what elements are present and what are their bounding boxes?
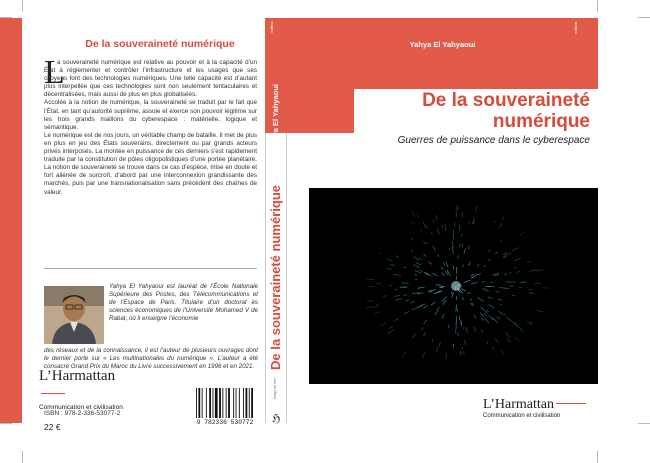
- sphere-streak: [433, 220, 434, 222]
- crop-mark: [638, 17, 650, 18]
- sphere-streak: [471, 283, 478, 284]
- front-title: [354, 90, 590, 132]
- barcode-bar: [236, 388, 237, 418]
- sphere-streak: [470, 303, 473, 306]
- cover-image-art: [309, 188, 598, 384]
- sphere-streak: [404, 311, 409, 314]
- sphere-streak: [420, 270, 423, 271]
- sphere-streak: [507, 253, 511, 255]
- bio-rest: des réseaux et de la connaissance, il est l’auteur de plusieurs ouvrages dont le dernier porte sur « Les multinationales du numérique ». L’auteur a été consacré Grand Prix du Maroc du Livre successivement en 1996 et en 2021.: [44, 347, 258, 371]
- sphere-streak: [432, 273, 437, 276]
- sphere-streak: [502, 217, 504, 220]
- sphere-streak: [451, 292, 452, 294]
- barcode-bar: [222, 388, 223, 418]
- sphere-streak: [413, 334, 416, 338]
- sphere-streak: [516, 326, 522, 330]
- sphere-streak: [514, 258, 521, 261]
- barcode-bars: [193, 386, 257, 419]
- sphere-streak: [410, 301, 415, 303]
- sphere-streak: [443, 300, 446, 305]
- sphere-streak: [367, 279, 375, 280]
- sphere-streak: [488, 297, 493, 299]
- sphere-streak: [437, 228, 439, 234]
- sphere-streak: [494, 221, 495, 223]
- sphere-streak: [477, 264, 479, 266]
- sphere-streak: [383, 296, 387, 297]
- sphere-streak: [392, 330, 394, 331]
- sphere-streak: [462, 297, 463, 300]
- sphere-streak: [503, 252, 507, 255]
- front-author: Yahya El Yahyaoui: [409, 40, 476, 49]
- barcode: [193, 386, 257, 428]
- barcode-bar: [226, 388, 227, 418]
- sphere-streak: [436, 215, 438, 221]
- sphere-streak: [504, 274, 507, 275]
- barcode-number: 9 782336 530772: [196, 419, 254, 426]
- sphere-streak: [478, 274, 481, 275]
- isbn-label: ISBN : 978-2-336-53077-2: [44, 410, 121, 417]
- cover-image: [309, 188, 598, 384]
- sphere-streak: [376, 304, 379, 305]
- sphere-streak: [426, 242, 427, 244]
- publisher-logo-back: [39, 367, 139, 411]
- sphere-streak: [387, 331, 392, 335]
- sphere-streak: [439, 342, 440, 347]
- sphere-streak: [503, 314, 506, 316]
- barcode-bar: [198, 388, 200, 418]
- blurb-dropcap: L: [44, 54, 65, 91]
- barcode-bar: [249, 388, 250, 418]
- sphere-streak: [474, 327, 476, 332]
- cyber-sphere: [366, 205, 549, 360]
- sphere-streak: [500, 304, 502, 305]
- sphere-streak: [481, 329, 483, 333]
- sphere-streak: [463, 265, 464, 267]
- sphere-streak: [508, 282, 516, 283]
- sphere-streak: [432, 340, 433, 342]
- sphere-streak: [438, 254, 439, 257]
- front-cover: [287, 18, 598, 423]
- sphere-streak: [492, 307, 494, 308]
- sphere-streak: [442, 267, 444, 270]
- sphere-streak: [447, 270, 450, 276]
- sphere-streak: [481, 300, 483, 301]
- sphere-streak: [412, 211, 415, 217]
- sphere-streak: [461, 289, 466, 291]
- sphere-streak: [423, 222, 426, 228]
- sphere-streak: [391, 264, 395, 265]
- publisher-collection: Communication et civilisation: [39, 404, 123, 411]
- barcode-bar: [213, 388, 214, 418]
- sphere-streak: [497, 317, 501, 320]
- sphere-streak: [527, 262, 531, 263]
- front-tag: edition: [573, 22, 578, 34]
- sphere-streak: [506, 317, 509, 319]
- sphere-streak: [442, 273, 445, 276]
- publisher-collection: Communication et civilisation: [483, 413, 561, 419]
- sphere-streak: [446, 353, 447, 360]
- sphere-streak: [482, 318, 484, 321]
- crop-mark: [597, 0, 598, 12]
- sphere-streak: [472, 303, 473, 304]
- spine-collection: Image de titre: [273, 378, 277, 400]
- sphere-streak: [496, 292, 500, 293]
- back-cover-title: De la souveraineté numérique: [85, 38, 235, 50]
- sphere-streak: [374, 312, 380, 314]
- sphere-streak: [403, 351, 407, 356]
- sphere-streak: [468, 292, 471, 293]
- sphere-streak: [417, 305, 423, 308]
- front-subtitle: Guerres de puissance dans le cyberespace: [397, 135, 590, 146]
- sphere-streak: [485, 291, 489, 292]
- sphere-streak: [443, 263, 444, 266]
- sphere-streak: [492, 318, 498, 323]
- sphere-streak: [437, 307, 439, 310]
- sphere-streak: [481, 307, 485, 310]
- sphere-streak: [422, 351, 425, 358]
- sphere-streak: [433, 246, 436, 251]
- sphere-streak: [495, 338, 499, 343]
- sphere-streak: [366, 306, 373, 308]
- sphere-streak: [423, 305, 427, 308]
- sphere-streak: [404, 267, 407, 268]
- sphere-streak: [501, 350, 504, 354]
- sphere-streak: [464, 248, 465, 253]
- sphere-streak: [411, 238, 413, 240]
- sphere-streak: [516, 272, 520, 273]
- author-photo: [44, 286, 104, 344]
- sphere-streak: [462, 212, 463, 218]
- back-red-edge: [0, 18, 22, 423]
- sphere-streak: [500, 240, 501, 241]
- sphere-streak: [520, 233, 523, 236]
- sphere-streak: [419, 258, 421, 259]
- sphere-streak: [484, 318, 489, 323]
- sphere-streak: [474, 315, 477, 319]
- sphere-streak: [469, 262, 471, 265]
- sphere-streak: [394, 295, 400, 296]
- sphere-streak: [423, 332, 426, 336]
- sphere-streak: [515, 338, 519, 342]
- blurb-paragraph: Le numérique est de nos jours, un véritable champ de bataille. Il met de plus en plus en jeu des États souverains, directement ou par grands acteurs privés interposés. La montée en puissance de ces derniers s’est rapidement traduite par la constitution de pôles oligopolistiques d’une portée planétaire. La notion de souveraineté se trouve dans ce cas d’espèce, mise en doute et fort aliénée de surcroît, d’abord par une interconnexion grandissante des marchés, puis par une transnationalisation sans précédent des chaînes de valeur.: [44, 131, 257, 196]
- bio-lead: Yahya El Yahyaoui est lauréat de l’École Nationale Supérieure des Postes, des Télécommunications et de l’Espace de Paris. Titulaire d’un doctorat ès sciences économiques de l’Université Mohamed V de Rabat, où il enseigne l’économie: [109, 283, 258, 323]
- sphere-streak: [419, 304, 425, 307]
- sphere-streak: [471, 274, 475, 276]
- author-bio: [44, 283, 258, 371]
- sphere-streak: [406, 300, 409, 301]
- spine-tag: edition: [269, 21, 274, 33]
- sphere-streak: [381, 323, 386, 326]
- back-cover: [0, 0, 265, 463]
- sphere-streak: [501, 313, 503, 314]
- sphere-streak: [484, 313, 487, 316]
- sphere-streak: [423, 241, 425, 243]
- sphere-streak: [393, 274, 401, 275]
- sphere-streak: [435, 310, 439, 315]
- sphere-streak: [438, 291, 440, 292]
- barcode-bar: [246, 388, 248, 418]
- barcode-bar: [251, 388, 253, 418]
- sphere-streak: [395, 256, 399, 258]
- sphere-streak: [470, 299, 472, 301]
- front-title-line: De la souveraineté: [422, 90, 590, 111]
- sphere-streak: [512, 296, 516, 297]
- spine: [265, 0, 287, 463]
- sphere-streak: [507, 338, 511, 342]
- barcode-bar: [215, 388, 218, 418]
- sphere-streak: [426, 227, 427, 229]
- sphere-streak: [487, 310, 489, 312]
- sphere-streak: [387, 259, 393, 261]
- barcode-bar: [206, 388, 207, 418]
- sphere-streak: [428, 261, 431, 264]
- sphere-streak: [475, 207, 476, 212]
- sphere-streak: [498, 299, 503, 300]
- barcode-bar: [239, 388, 240, 418]
- sphere-streak: [395, 299, 402, 301]
- sphere-streak: [448, 325, 449, 329]
- spine-logo: ℌ: [272, 413, 281, 425]
- sphere-streak: [367, 301, 373, 302]
- sphere-streak: [416, 263, 421, 266]
- sphere-streak: [510, 273, 512, 274]
- sphere-streak: [423, 320, 427, 324]
- barcode-bar: [233, 388, 234, 418]
- sphere-streak: [464, 280, 470, 283]
- sphere-streak: [420, 230, 421, 232]
- spine-author: Yahya El Yahyaoui: [271, 84, 280, 150]
- barcode-bar: [209, 388, 211, 418]
- sphere-streak: [476, 205, 477, 207]
- sphere-streak: [468, 246, 469, 250]
- sphere-streak: [505, 333, 510, 338]
- sphere-streak: [492, 347, 495, 351]
- sphere-streak: [445, 224, 446, 231]
- sphere-streak: [489, 250, 491, 252]
- sphere-streak: [432, 208, 433, 210]
- sphere-streak: [411, 250, 413, 251]
- barcode-bar: [228, 388, 230, 418]
- crop-mark: [597, 451, 598, 463]
- price-label: 22 €: [44, 422, 61, 432]
- sphere-streak: [431, 302, 436, 306]
- sphere-streak: [428, 291, 433, 292]
- blurb-paragraph: Accolée à la notion de numérique, la souveraineté se traduit par le fait que l’État, en tant qu’autorité suprême, assoie et exerce son pouvoir légitime sur les trois grands maillons du cyberespace : matérielle, logique et sémantique.: [44, 99, 257, 131]
- sphere-streak: [469, 222, 470, 225]
- publisher-logo-text: L’Harmattan: [483, 397, 555, 412]
- sphere-streak: [480, 313, 484, 317]
- blurb-paragraph: a souveraineté numérique est relative au pouvoir et à la capacité d’un État à réglementer et contrôler l’infrastructure et les usages que ses citoyens font des technologies numériques. Une telle capacité est d’autant plus interpellée que ces technologies sont non seulement tentaculaires et décentralisées, mais aussi de plus en plus globalisées.: [44, 59, 257, 99]
- sphere-streak: [499, 223, 503, 228]
- publisher-logo-text: L’Harmattan: [39, 368, 116, 384]
- barcode-bar: [196, 388, 197, 418]
- title-box: [354, 89, 598, 179]
- sphere-streak: [374, 306, 379, 307]
- sphere-streak: [495, 252, 498, 254]
- sphere-streak: [486, 341, 488, 344]
- divider: [44, 268, 257, 269]
- sphere-core: [451, 281, 461, 291]
- front-title-line: numérique: [492, 111, 590, 132]
- sphere-streak: [488, 259, 491, 261]
- sphere-streak: [437, 347, 438, 352]
- sphere-streak: [418, 215, 419, 218]
- sphere-streak: [477, 298, 481, 300]
- logo-rule: [556, 403, 586, 404]
- sphere-streak: [471, 277, 474, 279]
- sphere-streak: [412, 221, 414, 224]
- sphere-streak: [498, 311, 502, 313]
- sphere-streak: [379, 253, 381, 254]
- sphere-streak: [466, 327, 467, 333]
- sphere-streak: [414, 257, 419, 261]
- sphere-streak: [389, 326, 393, 328]
- sphere-streak: [394, 318, 399, 321]
- sphere-streak: [429, 290, 436, 291]
- sphere-streak: [512, 248, 518, 252]
- spine-title: De la souveraineté numérique: [268, 185, 283, 370]
- sphere-streak: [413, 265, 419, 268]
- sphere-streak: [412, 307, 418, 310]
- sphere-streak: [446, 261, 449, 267]
- sphere-streak: [520, 330, 523, 332]
- sphere-streak: [387, 268, 392, 269]
- crop-mark: [638, 423, 650, 424]
- sphere-streak: [536, 310, 543, 312]
- sphere-streak: [462, 244, 463, 248]
- barcode-bar: [243, 388, 244, 418]
- sphere-streak: [514, 267, 517, 268]
- barcode-bar: [202, 388, 203, 418]
- sphere-streak: [495, 275, 499, 276]
- publisher-logo-front: [483, 395, 593, 419]
- barcode-bar: [219, 388, 221, 418]
- sphere-streak: [403, 295, 407, 296]
- sphere-streak: [465, 340, 466, 345]
- sphere-streak: [414, 274, 417, 275]
- sphere-streak: [421, 328, 423, 331]
- back-blurb: [44, 54, 257, 197]
- sphere-streak: [442, 225, 443, 228]
- sphere-streak: [484, 265, 486, 266]
- sphere-streak: [453, 265, 454, 269]
- sphere-streak: [442, 314, 444, 318]
- sphere-streak: [423, 254, 426, 257]
- sphere-streak: [431, 232, 432, 234]
- sphere-streak: [489, 305, 493, 307]
- sphere-streak: [536, 271, 539, 272]
- logo-rule: [41, 393, 65, 394]
